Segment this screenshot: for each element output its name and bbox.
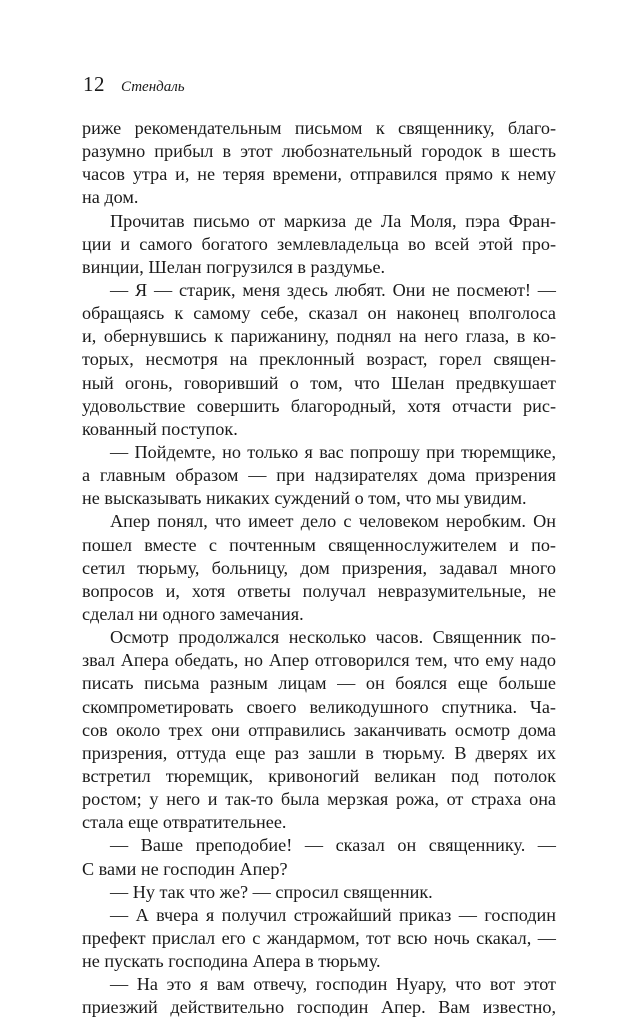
text-line: кованный поступок. [82, 418, 238, 439]
text-line: и, обернувшись к парижанину, поднял на него глаза, в ко- [82, 326, 556, 347]
text-line: разумно прибыл в этот любознательный городок в шесть [82, 141, 556, 162]
text-line: ный огонь, говоривший о том, что Шелан предвкушает [82, 372, 556, 393]
page-header [83, 72, 185, 98]
text-line: призрения, оттуда еще раз зашли в тюрьму. В дверях их [82, 742, 556, 763]
running-head-author: Стендаль [121, 79, 185, 95]
text-line: С вами не господин Апер? [82, 858, 288, 879]
text-line: торых, несмотря на преклонный возраст, горел священ- [82, 349, 556, 370]
text-line: Осмотр продолжался несколько часов. Священник по- [110, 627, 556, 648]
text-line: встретил тюремщик, кривоногий великан под потолок [82, 765, 556, 786]
text-line: обращаясь к самому себе, сказал он наконец вполголоса [82, 303, 556, 324]
text-line: сов около трех они отправились заканчивать осмотр дома [82, 719, 556, 740]
text-line: не пускать господина Апера в тюрьму. [82, 951, 381, 972]
text-line: винции, Шелан погрузился в раздумье. [82, 256, 386, 277]
text-line: ростом; у него и так-то была мерзкая рожа, от страха она [82, 789, 556, 810]
text-line: пошел вместе с почтенным священнослужителем и по- [82, 534, 556, 555]
page-number: 12 [83, 72, 105, 96]
text-line: приезжий действительно господин Апер. Вам известно, [82, 997, 556, 1018]
text-line: — На это я вам отвечу, господин Нуару, что вот этот [110, 974, 556, 995]
text-line: скомпрометировать своего великодушного спутника. Ча- [82, 696, 556, 717]
text-line: ции и самого богатого землевладельца во всей этой про- [82, 233, 556, 254]
text-line: вопросов и, хотя ответы получал невразумительные, не [82, 580, 556, 601]
text-line: звал Апера обедать, но Апер отговорился тем, что ему надо [82, 650, 556, 671]
text-line: писать письма разным лицам — он боялся еще больше [82, 673, 556, 694]
text-line: риже рекомендательным письмом к священнику, благо- [82, 118, 556, 138]
text-line: — А вчера я получил строжайший приказ — господин [110, 904, 556, 925]
text-line: часов утра и, не теряя времени, отправился прямо к нему [82, 164, 556, 185]
text-line: стала еще отвратительнее. [82, 812, 287, 833]
text-line: а главным образом — при надзирателях дома призрения [82, 465, 556, 486]
text-line: Прочитав письмо от маркиза де Ла Моля, пэра Фран- [110, 210, 556, 231]
text-line: на дом. [82, 187, 139, 208]
text-line: сетил тюрьму, больницу, дом призрения, задавал много [82, 557, 556, 578]
text-line: — Я — старик, меня здесь любят. Они не посмеют! — [110, 279, 556, 300]
text-line: сделал ни одного замечания. [82, 603, 304, 624]
text-line: — Пойдемте, но только я вас попрошу при тюремщике, [110, 441, 556, 462]
text-line: удовольствие совершить благородный, хотя отчасти рис- [82, 395, 556, 416]
text-line: — Ну так что же? — спросил священник. [110, 881, 433, 902]
text-line: префект прислал его с жандармом, тот всю ночь скакал, — [82, 927, 556, 948]
text-line: — Ваше преподобие! — сказал он священнику. — [110, 835, 556, 856]
text-line: Апер понял, что имеет дело с человеком неробким. Он [110, 511, 556, 532]
text-line: не высказывать никаких суждений о том, что мы увидим. [82, 488, 527, 509]
body-text [82, 117, 556, 1019]
